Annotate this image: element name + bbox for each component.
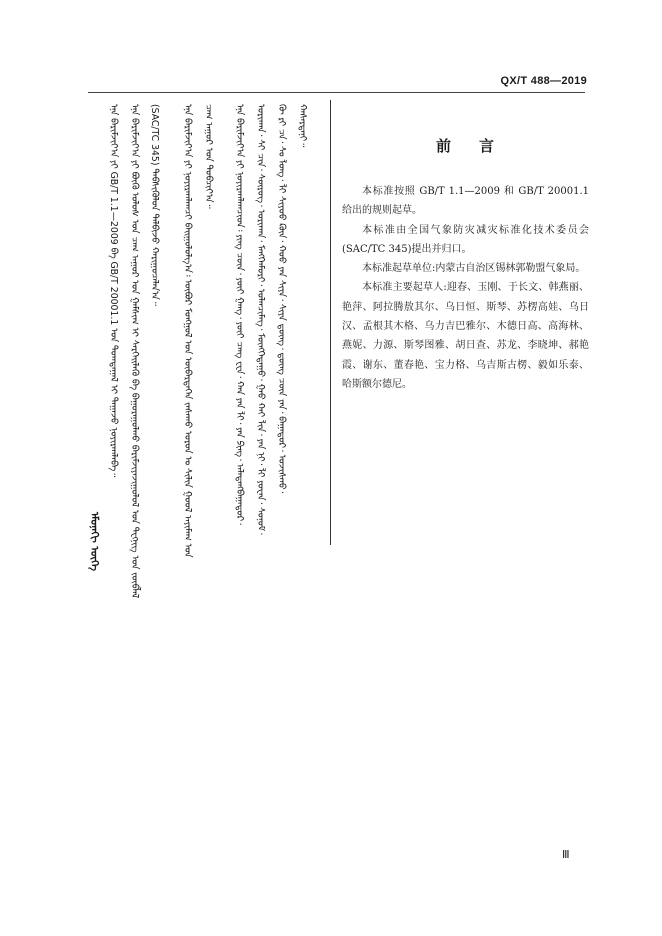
standard-code: QX/T 488—2019 (500, 75, 587, 87)
mongolian-text-col-1: ᠡᠨᠡ ᠪᠠᠷᠢᠮᠵᠢᠶ᠎ᠠ ᠶᠢ GB/T 1.1—2009 ᠪᠠ GB/T 20001.1 ᠤᠨ ᠲᠣᠭᠲᠠᠭᠠᠯ ᠢ ᠳᠠᠭᠠᠵᠤ ᠨᠣᠶᠢᠷᠠᠭᠯᠠᠪᠠ᠃ (108, 104, 119, 478)
mongolian-text-col-4: ᠡᠨᠡ ᠪᠠᠷᠢᠮᠵᠢᠶ᠎ᠠ ᠶᠢ ᠨᠣᠶᠢᠷᠠᠭᠯᠠᠭᠴᠢ ᠪᠠᠢᠭᠤᠯᠤᠯᠭ᠎ᠠ᠄ ᠥᠪᠥᠷ ᠮᠣᠩᠭᠣᠯ ᠤᠨ ᠥᠪᠡᠷᠲᠡᠭᠡᠨ ᠵᠠᠰᠠᠬᠤ ᠣᠷᠤᠨ ᠤ ᠰᠢᠯᠢᠨ ᠭᠣᠤᠯ ᠠᠶᠢᠮᠠᠭ ᠤᠨ (182, 104, 193, 558)
column-divider (330, 100, 331, 545)
mongolian-text-col-7: ᠤᠷᠢᠬᠠᠨ᠂ ᠰᠢ ᠴᠢᠨ᠂ ᠰᠦᠷᠦᠭ᠂ ᠤᠷᠢᠬᠠᠨ᠂ ᠮᠡᠩᠭᠡᠨᠮᠣᠷᠢ᠂ ᠣᠯᠠᠨᠴᠢᠮᠡᠭ᠂ ᠮᠥᠩᠭᠡᠳᠠᠭᠤ᠂ ᠭᠠᠤ ᠬᠠᠢ ᠯᠢᠨ᠂ ᠶᠠᠨ ᠨᠢ᠂ ᠯᠢ ᠶᠤᠸᠠᠨ᠂ ᠰᠣᠨᠣᠮ᠂ (255, 104, 266, 535)
mongolian-text-col-6: ᠡᠨᠡ ᠪᠠᠷᠢᠮᠵᠢᠶ᠎ᠠ ᠶᠢ ᠨᠣᠶᠢᠷᠠᠭᠯᠠᠭᠴᠢᠳ᠄ ᠶᠢᠩ ᠴᠦᠨ᠂ ᠶᠦᠢ ᠭᠠᠩ᠂ ᠶᠦᠢ ᠴᠠᠩ ᠸᠧᠨ᠂ ᠬᠠᠨ ᠶᠠᠨ ᠯᠢ᠂ ᠶᠠᠨ ᠫᠢᠩ᠂ ᠠᠯᠠᠲᠠᠩᠪᠠᠭᠠᠲᠤᠷ᠂ (234, 104, 245, 525)
preface-paragraph: 本标准起草单位:内蒙古自治区锡林郭勒盟气象局。 (362, 263, 586, 275)
preface-paragraph: 本标准主要起草人:迎春、玉刚、于长文、韩燕丽、艳萍、阿拉腾敖其尔、乌日恒、斯琴、苏楞高娃、乌日汉、孟根其木格、乌力吉巴雅尔、木德日高、高海林、燕妮、力源、斯琴图雅、胡日查、苏龙、李晓坤、郝艳霞、谢东、董春艳、宝力格、乌吉斯古楞、毅如乐泰、哈斯额尔德尼。 (342, 282, 589, 390)
mongolian-title: ᠡᠮᠦᠨᠡᠬᠢ ᠦᠭᠡ (88, 512, 100, 571)
mongolian-text-col-2: ᠡᠨᠡ ᠪᠠᠷᠢᠮᠵᠢᠶ᠎ᠠ ᠶᠢ ᠪᠦᠬᠦ ᠤᠯᠤᠰ ᠤᠨ ᠴᠠᠭ ᠠᠭᠤᠷ ᠤᠨ ᠭᠠᠮᠰᠢᠭ ᠢ ᠰᠡᠷᠭᠡᠢᠯᠡᠬᠦ ᠪᠠ ᠪᠠᠭᠤᠷᠠᠭᠤᠯᠬᠤ ᠪᠠᠷᠢᠮᠵᠢᠶᠠᠵᠢᠭᠤᠯᠤᠯ ᠤᠨ ᠲᠧᠬᠨᠢᠭ ᠤᠨ ᠵᠥᠪᠯᠡᠯ (129, 104, 140, 599)
mongolian-text-col-8: ᠬᠦ ᠷᠢ ᠴᠠ᠂ ᠰᠤ ᠯᠣᠩ᠂ ᠯᠢ ᠰᠢᠶᠣᠤ ᠺᠦᠨ᠂ ᠬᠣᠤ ᠶᠠᠨ ᠰᠢᠶᠠ᠂ ᠰᠢᠶᠡ ᠳ᠋ᠦᠩ᠂ ᠳ᠋ᠦᠩ ᠴᠦᠨ ᠶᠠᠨ᠂ ᠪᠠᠭᠠᠲᠤᠷ᠂ ᠤᠵᠢᠰᠬᠤ᠂ (276, 104, 287, 494)
mongolian-text-col-3: (SAC/TC 345) ᠳᠡᠪᠰᠢᠭᠦᠯᠦᠨ ᠲᠠᠯᠪᠢᠵᠤ ᠬᠠᠷᠢᠭᠤᠴᠠᠯᠠᠨ᠎ᠠ᠃ (149, 104, 160, 306)
header-rule (88, 92, 585, 93)
page-number: Ⅲ (562, 849, 570, 861)
preface-body (342, 182, 589, 394)
mongolian-text-col-5: ᠴᠠᠭ ᠠᠭᠤᠷ ᠤᠨ ᠲᠣᠪᠴᠢᠶ᠎ᠠ᠃ (203, 104, 214, 209)
preface-title: 前言 (435, 137, 522, 155)
preface-paragraph: 本标准按照 GB/T 1.1—2009 和 GB/T 20001.1 给出的规则起草。 (342, 186, 589, 217)
mongolian-text-col-9: ᠬᠠᠰᠡᠷᠳᠡᠨᠢ᠃ (297, 104, 308, 148)
preface-paragraph: 本标准由全国气象防灾减灾标准化技术委员会(SAC/TC 345)提出并归口。 (342, 224, 589, 255)
